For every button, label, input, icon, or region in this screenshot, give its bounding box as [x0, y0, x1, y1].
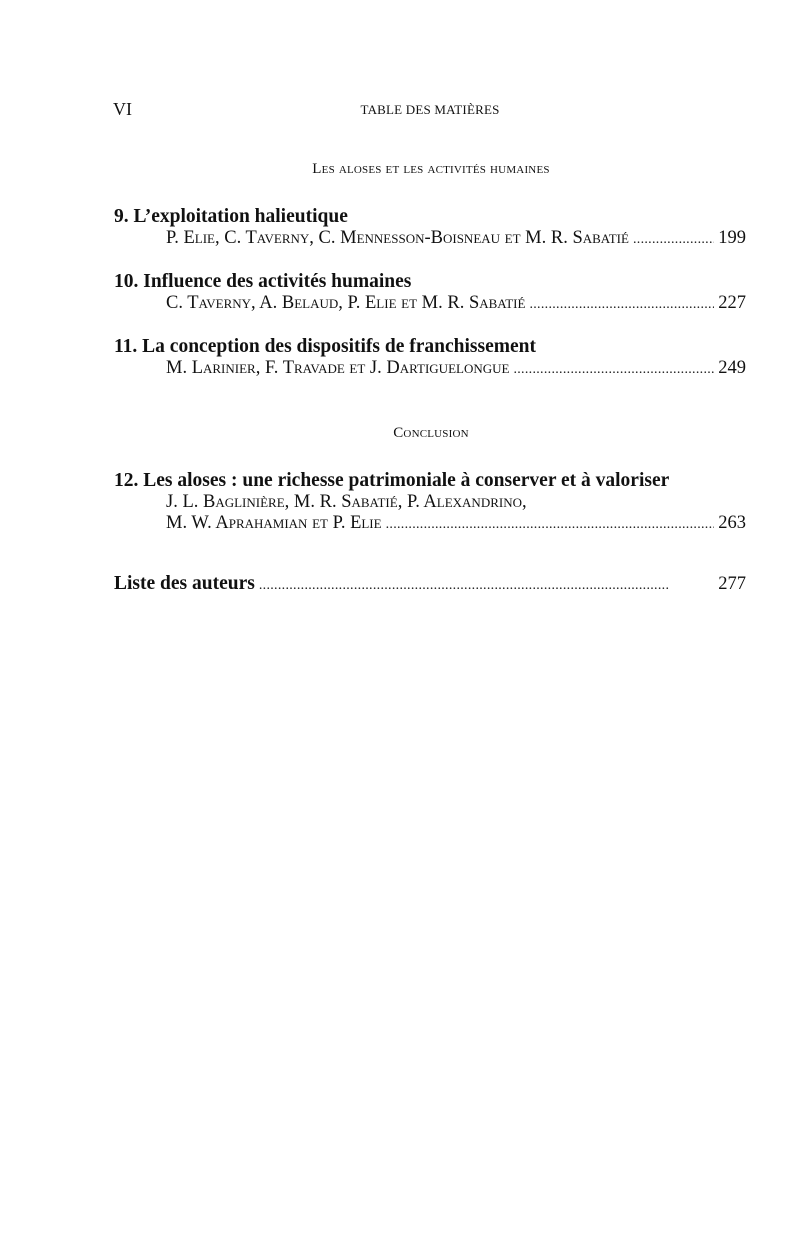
toc-entry-12-authors-line1: J. L. Baglinière, M. R. Sabatié, P. Alexandrino, — [166, 492, 527, 512]
toc-entry-11-title[interactable]: 11. La conception des dispositifs de franchissement — [114, 336, 536, 357]
authors-list-page: 277 — [718, 574, 746, 594]
dot-leader — [386, 513, 715, 534]
dot-leader — [633, 228, 714, 249]
dot-leader — [513, 358, 714, 379]
toc-entry-12-title[interactable]: 12. Les aloses : une richesse patrimoniale à conserver et à valoriser — [114, 470, 670, 491]
toc-entry-10-page: 227 — [718, 293, 746, 313]
dot-leader — [529, 293, 714, 314]
toc-entry-11-authors-line[interactable] — [166, 358, 746, 379]
authors-list-title: Liste des auteurs — [114, 573, 255, 594]
toc-entry-9-authors: P. Elie, C. Taverny, C. Mennesson-Boisneau et M. R. Sabatié — [166, 228, 629, 248]
page-number: VI — [113, 99, 132, 119]
toc-entry-9-title[interactable]: 9. L’exploitation halieutique — [114, 206, 348, 227]
toc-entry-10-authors: C. Taverny, A. Belaud, P. Elie et M. R. Sabatié — [166, 293, 526, 313]
dot-leader — [259, 574, 714, 595]
toc-entry-11-page: 249 — [718, 358, 746, 378]
toc-entry-10-authors-line[interactable] — [166, 293, 746, 314]
toc-entry-authors-list[interactable] — [114, 573, 746, 595]
toc-entry-12-authors: M. W. Aprahamian et P. Elie — [166, 513, 382, 533]
toc-entry-10-title[interactable]: 10. Influence des activités humaines — [114, 271, 412, 292]
section-heading-activities: Les aloses et les activités humaines — [312, 161, 550, 177]
toc-entry-12-authors-line2[interactable] — [166, 513, 746, 534]
running-header: TABLE DES MATIÈRES — [360, 102, 500, 117]
toc-entry-9-authors-line[interactable] — [166, 228, 746, 249]
toc-entry-9-page: 199 — [718, 228, 746, 248]
toc-entry-11-authors: M. Larinier, F. Travade et J. Dartiguelongue — [166, 358, 510, 378]
toc-entry-12-page: 263 — [718, 513, 746, 533]
section-heading-conclusion: Conclusion — [393, 425, 469, 441]
